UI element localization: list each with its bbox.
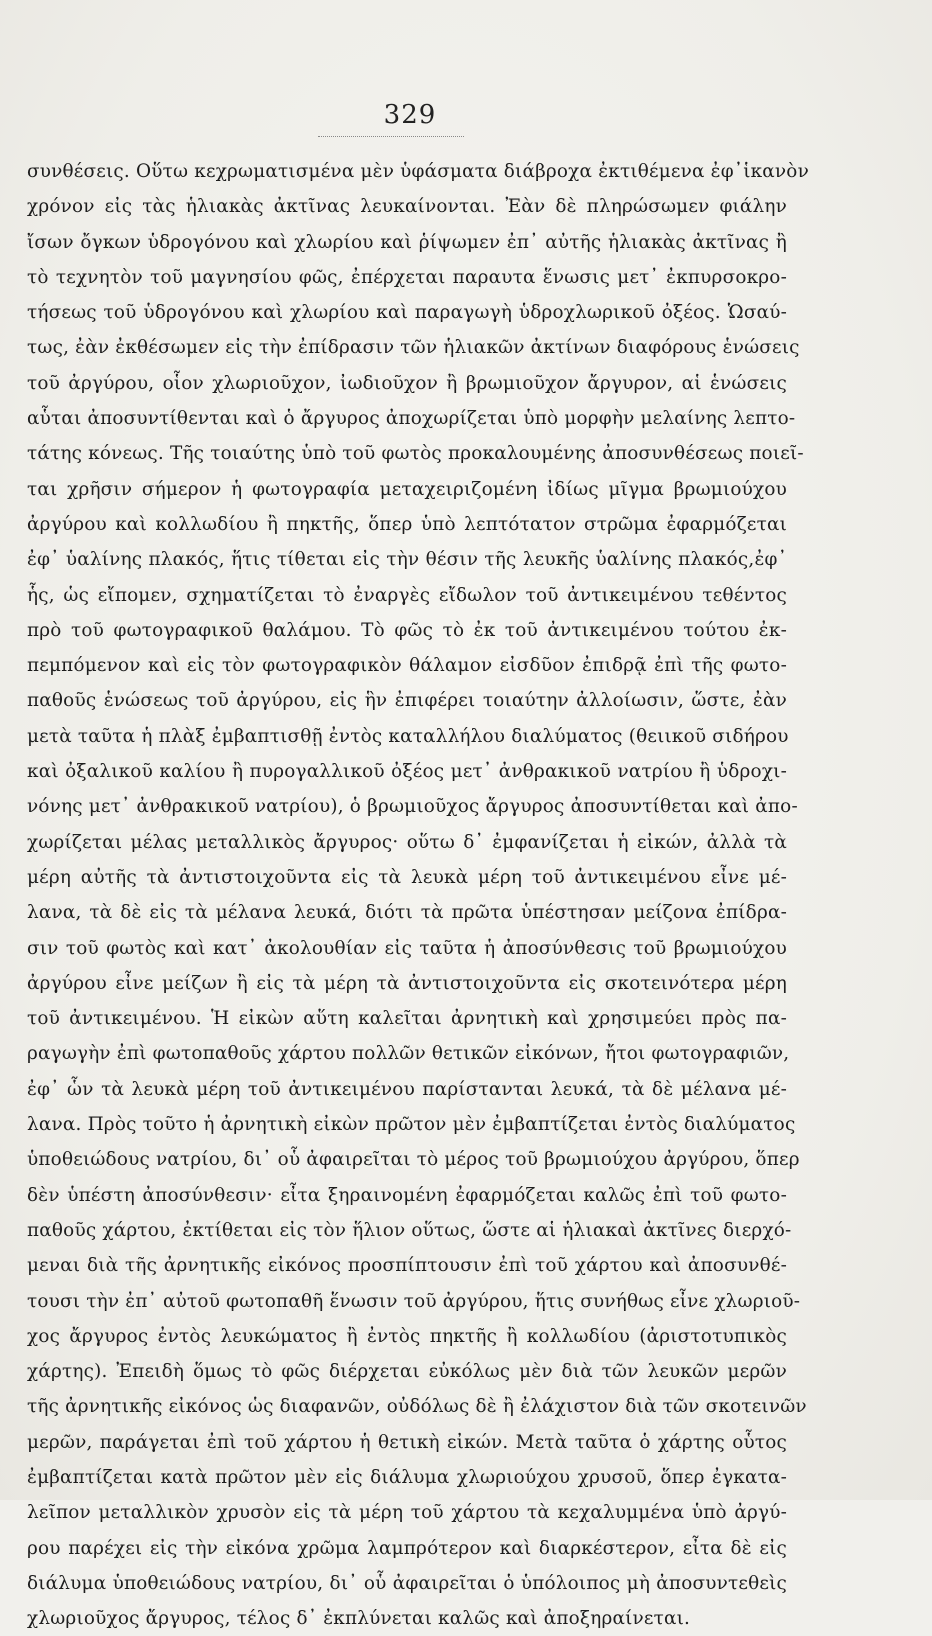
text-line: πρὸ τοῦ φωτογραφικοῦ θαλάμου. Τὸ φῶς τὸ ἐκ τοῦ ἀντικειμένου τούτου ἐκ-: [27, 619, 787, 641]
text-line: συνθέσεις. Οὕτω κεχρωματισμένα μὲν ὑφάσματα διάβροχα ἐκτιθέμενα ἐφ᾽ἱκανὸν: [27, 161, 809, 182]
text-line: χλωριοῦχος ἄργυρος, τέλος δ᾽ ἐκπλύνεται καλῶς καὶ ἀποξηραίνεται.: [27, 1608, 691, 1630]
text-line: χωρίζεται μέλας μεταλλικὸς ἄργυρος· οὕτω δ᾽ ἐμφανίζεται ἡ εἰκών, ἀλλὰ τὰ: [27, 831, 787, 853]
text-line: ἐφ᾽ ὑαλίνης πλακός, ἥτις τίθεται εἰς τὴν θέσιν τῆς λευκῆς ὑαλίνης πλακός,ἐφ᾽: [27, 549, 787, 571]
text-line: παθοῦς χάρτου, ἐκτίθεται εἰς τὸν ἥλιον οὕτως, ὥστε αἱ ἡλιακαὶ ἀκτῖνες διερχό-: [27, 1219, 792, 1241]
text-line: χάρτης). Ἐπειδὴ ὅμως τὸ φῶς διέρχεται εὐκόλως μὲν διὰ τῶν λευκῶν μερῶν: [27, 1361, 787, 1383]
text-line: τουσι τὴν ἐπ᾽ αὐτοῦ φωτοπαθῆ ἕνωσιν τοῦ ἀργύρου, ἥτις συνήθως εἶνε χλωριοῦ-: [27, 1290, 801, 1312]
text-line: ὑποθειώδους νατρίου, δι᾽ οὗ ἀφαιρεῖται τὸ μέρος τοῦ βρωμιούχου ἀργύρου, ὅπερ: [27, 1149, 800, 1171]
text-line: δὲν ὑπέστη ἀποσύνθεσιν· εἶτα ξηραινομένη ἐφαρμόζεται καλῶς ἐπὶ τοῦ φωτο-: [27, 1184, 787, 1206]
text-line: τὸ τεχνητὸν τοῦ μαγνησίου φῶς, ἐπέρχεται παραυτα ἕνωσις μετ᾽ ἐκπυρσοκρο-: [27, 266, 787, 288]
text-line: ἀργύρου εἶνε μείζων ἢ εἰς τὰ μέρη τὰ ἀντιστοιχοῦντα εἰς σκοτεινότερα μέρη: [27, 972, 787, 994]
text-line: λανα, τὰ δὲ εἰς τὰ μέλανα λευκά, διότι τὰ πρῶτα ὑπέστησαν μείζονα ἐπίδρα-: [27, 902, 787, 924]
text-line: χος ἄργυρος ἐντὸς λευκώματος ἢ ἐντὸς πηκτῆς ἢ κολλωδίου (ἀριστοτυπικὸς: [27, 1325, 787, 1347]
text-line: μερῶν, παράγεται ἐπὶ τοῦ χάρτου ἡ θετικὴ εἰκών. Μετὰ ταῦτα ὁ χάρτης οὗτος: [27, 1431, 787, 1453]
text-line: λανα. Πρὸς τοῦτο ἡ ἀρνητικὴ εἰκὼν πρῶτον μὲν ἐμβαπτίζεται ἐντὸς διαλύματος: [27, 1114, 796, 1136]
text-line: διάλυμα ὑποθειώδους νατρίου, δι᾽ οὗ ἀφαιρεῖται ὁ ὑπόλοιπος μὴ ἀποσυντεθεὶς: [27, 1572, 787, 1594]
text-line: τοῦ ἀντικειμένου. Ἡ εἰκὼν αὕτη καλεῖται ἀρνητικὴ καὶ χρησιμεύει πρὸς πα-: [27, 1008, 787, 1030]
text-line: ἴσων ὄγκων ὑδρογόνου καὶ χλωρίου καὶ ῥίψωμεν ἐπ᾽ αὐτῆς ἡλιακὰς ἀκτῖνας ἢ: [27, 231, 787, 253]
text-line: ἧς, ὡς εἴπομεν, σχηματίζεται τὸ ἐναργὲς εἴδωλον τοῦ ἀντικειμένου τεθέντος: [27, 584, 787, 606]
text-line: ραγωγὴν ἐπὶ φωτοπαθοῦς χάρτου πολλῶν θετικῶν εἰκόνων, ἤτοι φωτογραφιῶν,: [27, 1043, 790, 1065]
text-line: χρόνον εἰς τὰς ἡλιακὰς ἀκτῖνας λευκαίνονται. Ἐὰν δὲ πληρώσωμεν φιάλην: [27, 196, 787, 218]
text-line: λεῖπον μεταλλικὸν χρυσὸν εἰς τὰ μέρη τοῦ χάρτου τὰ κεχαλυμμένα ὑπὸ ἀργύ-: [27, 1502, 787, 1524]
text-line: νόνης μετ᾽ ἀνθρακικοῦ νατρίου), ὁ βρωμιοῦχος ἄργυρος ἀποσυντίθεται καὶ ἀπο-: [27, 796, 798, 818]
text-line: ρου παρέχει εἰς τὴν εἰκόνα χρῶμα λαμπρότερον καὶ διαρκέστερον, εἶτα δὲ εἰς: [27, 1537, 787, 1559]
text-line: τοῦ ἀργύρου, οἷον χλωριοῦχον, ἰωδιοῦχον ἢ βρωμιοῦχον ἄργυρον, αἱ ἑνώσεις: [27, 372, 787, 394]
text-line: τῆς ἀρνητικῆς εἰκόνος ὡς διαφανῶν, οὐδόλως δὲ ἢ ἐλάχιστον διὰ τῶν σκοτεινῶν: [27, 1396, 807, 1418]
text-line: αὗται ἀποσυντίθενται καὶ ὁ ἄργυρος ἀποχωρίζεται ὑπὸ μορφὴν μελαίνης λεπτο-: [27, 408, 796, 430]
text-line: παθοῦς ἑνώσεως τοῦ ἀργύρου, εἰς ἣν ἐπιφέρει τοιαύτην ἀλλοίωσιν, ὥστε, ἐὰν: [27, 690, 787, 712]
text-line: ται χρῆσιν σήμερον ἡ φωτογραφία μεταχειριζομένη ἰδίως μῖγμα βρωμιούχου: [27, 478, 787, 500]
body-text: [27, 154, 809, 1636]
text-line: πεμπόμενον καὶ εἰς τὸν φωτογραφικὸν θάλαμον εἰσδῦον ἐπιδρᾷ ἐπὶ τῆς φωτο-: [27, 655, 787, 677]
text-line: καὶ ὀξαλικοῦ καλίου ἢ πυρογαλλικοῦ ὀξέος μετ᾽ ἀνθρακικοῦ νατρίου ἢ ὑδροχι-: [27, 761, 787, 783]
text-line: μέρη αὐτῆς τὰ ἀντιστοιχοῦντα εἰς τὰ λευκὰ μέρη τοῦ ἀντικειμένου εἶνε μέ-: [27, 866, 787, 888]
text-line: μετὰ ταῦτα ἡ πλὰξ ἐμβαπτισθῇ ἐντὸς καταλλήλου διαλύματος (θειικοῦ σιδήρου: [27, 725, 789, 747]
header-rule: [318, 136, 464, 137]
text-line: τήσεως τοῦ ὑδρογόνου καὶ χλωρίου καὶ παραγωγὴ ὑδροχλωρικοῦ ὀξέος. Ὡσαύ-: [27, 302, 787, 324]
text-line: ἐφ᾽ ὧν τὰ λευκὰ μέρη τοῦ ἀντικειμένου παρίστανται λευκά, τὰ δὲ μέλανα μέ-: [27, 1078, 787, 1100]
text-line: τάτης κόνεως. Τῆς τοιαύτης ὑπὸ τοῦ φωτὸς προκαλουμένης ἀποσυνθέσεως ποιεῖ-: [27, 443, 804, 465]
text-line: ἐμβαπτίζεται κατὰ πρῶτον μὲν εἰς διάλυμα χλωριούχου χρυσοῦ, ὅπερ ἐγκατα-: [27, 1466, 787, 1488]
text-line: ἀργύρου καὶ κολλωδίου ἢ πηκτῆς, ὅπερ ὑπὸ λεπτότατον στρῶμα ἐφαρμόζεται: [27, 513, 787, 535]
text-line: τως, ἐὰν ἐκθέσωμεν εἰς τὴν ἐπίδρασιν τῶν ἡλιακῶν ἀκτίνων διαφόρους ἑνώσεις: [27, 337, 800, 359]
text-line: σιν τοῦ φωτὸς καὶ κατ᾽ ἀκολουθίαν εἰς ταῦτα ἡ ἀποσύνθεσις τοῦ βρωμιούχου: [27, 937, 787, 959]
page-number: 329: [383, 100, 437, 130]
text-line: μεναι διὰ τῆς ἀρνητικῆς εἰκόνος προσπίπτουσιν ἐπὶ τοῦ χάρτου καὶ ἀποσυνθέ-: [27, 1255, 787, 1277]
